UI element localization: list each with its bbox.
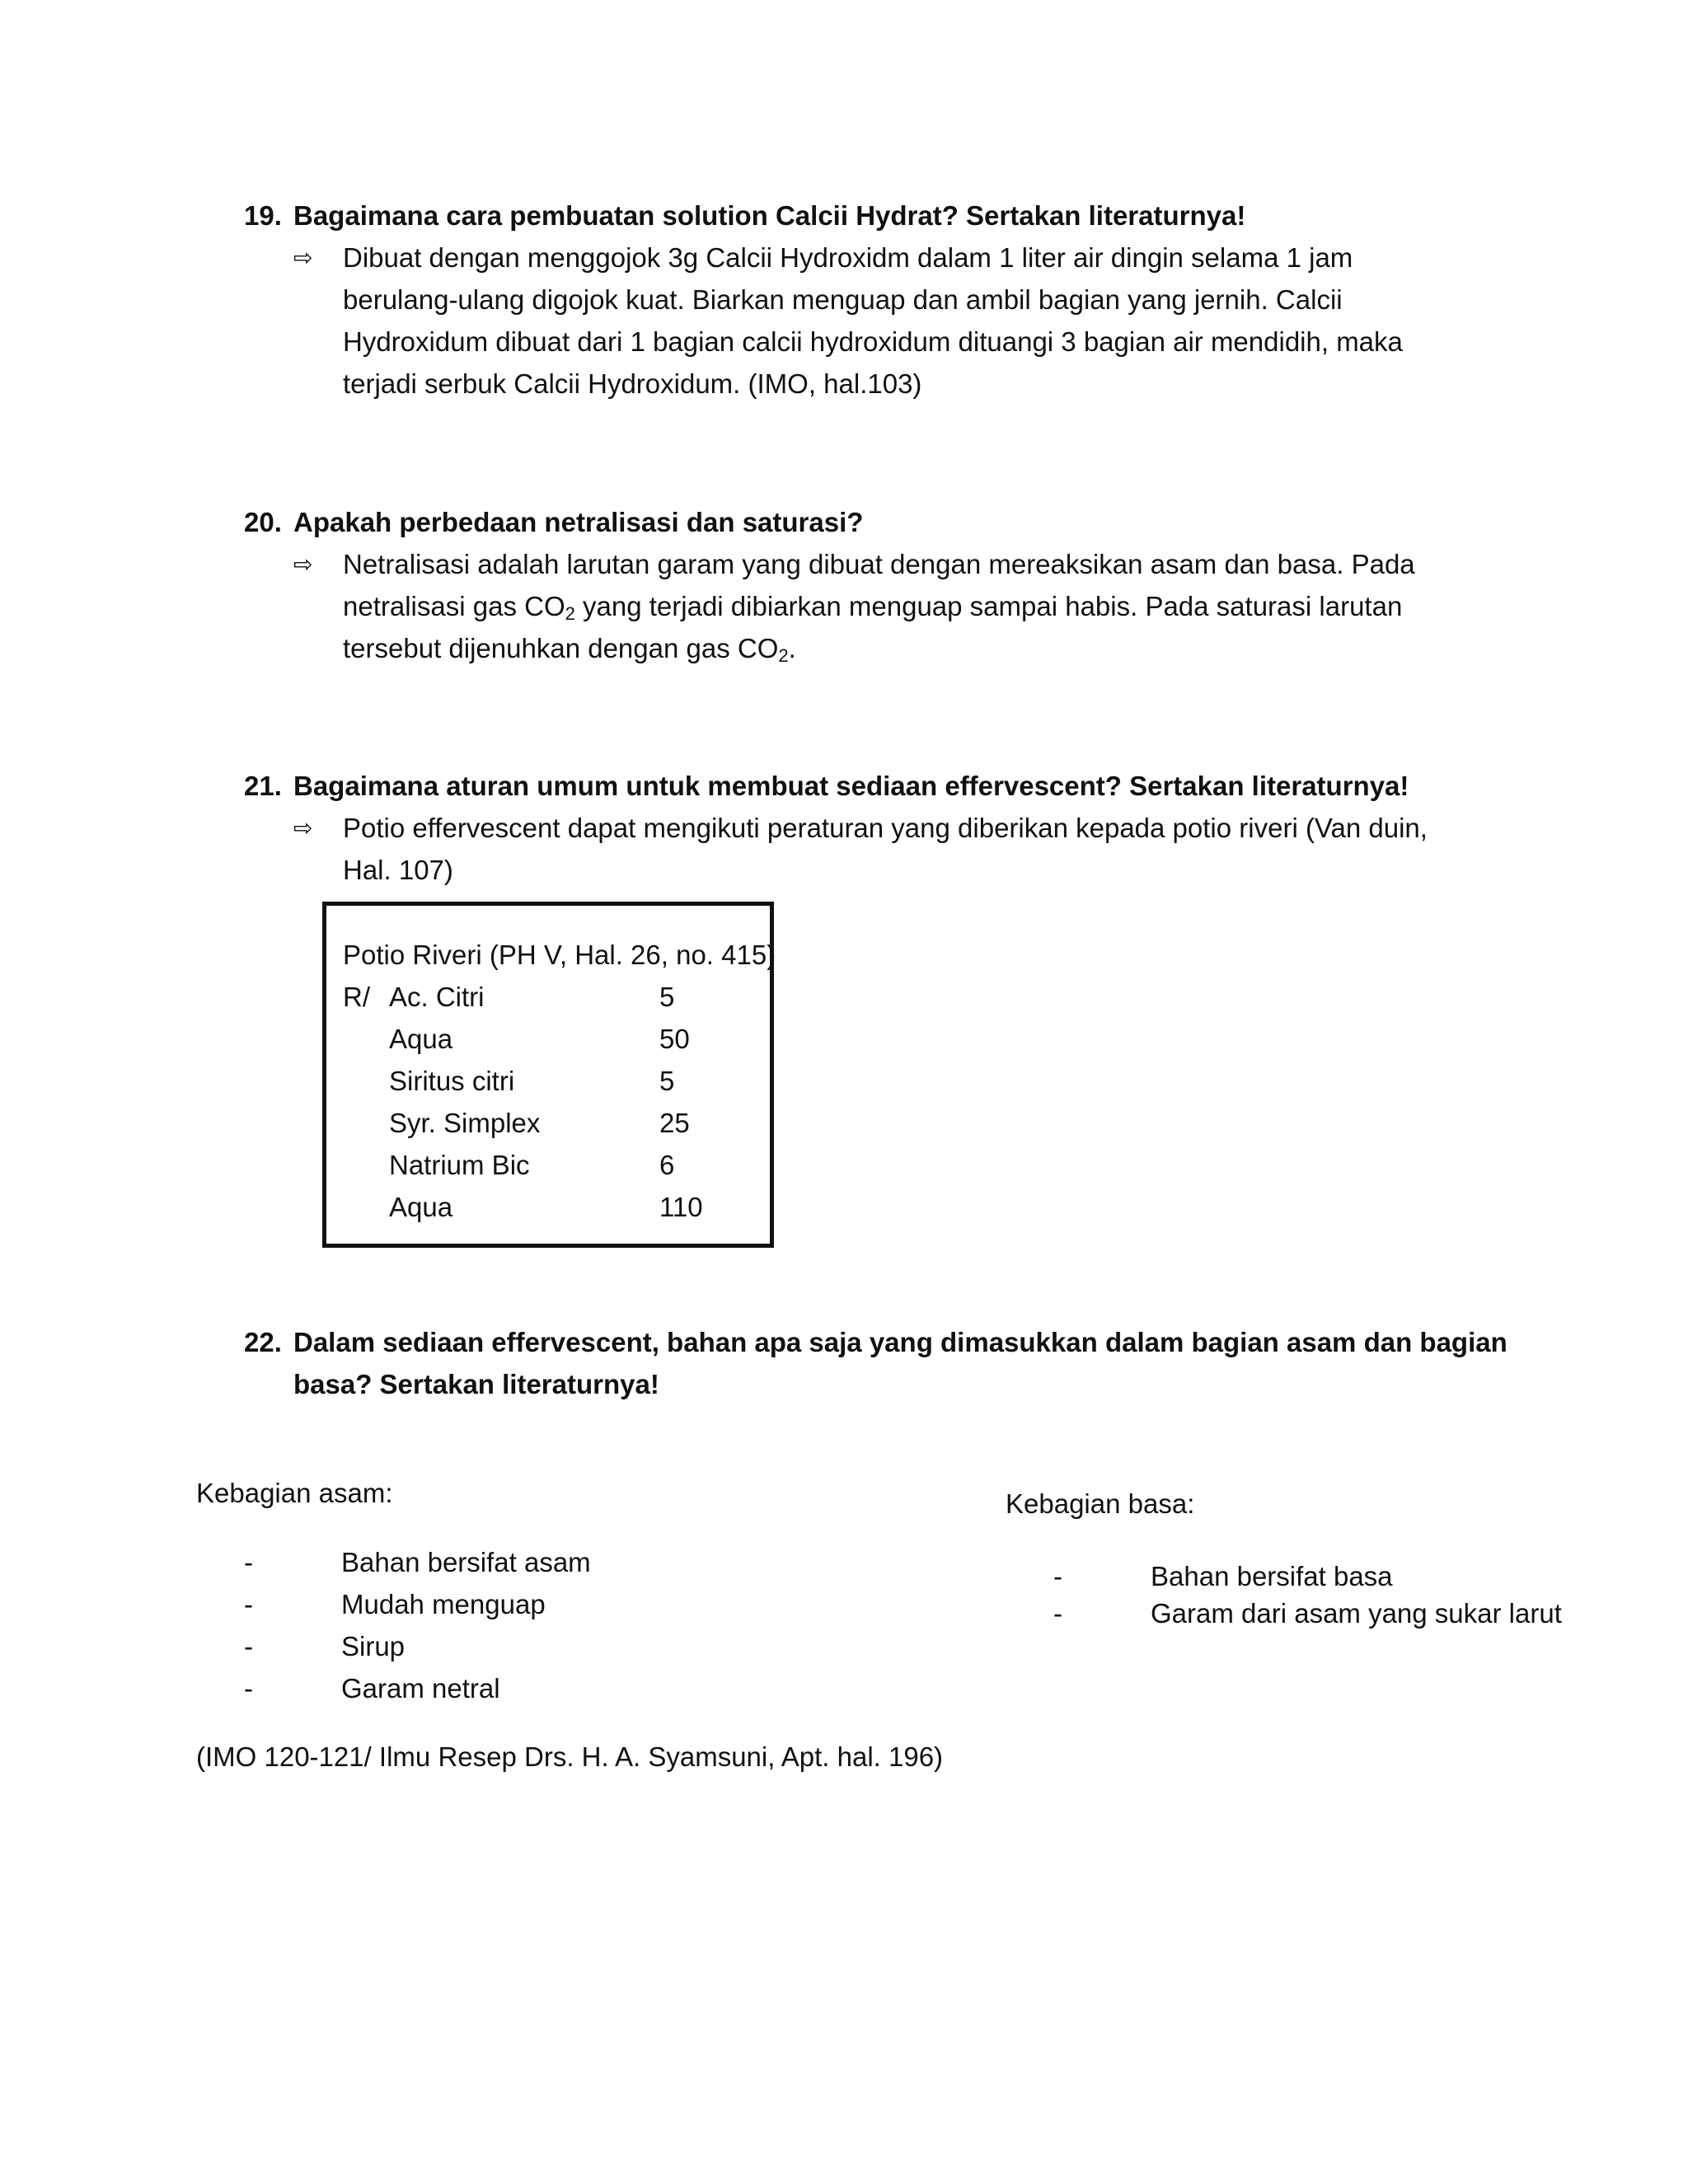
recipe-item-name: Ac. Citri bbox=[389, 982, 485, 1012]
arrow-right-icon: ⇨ bbox=[293, 551, 313, 577]
answer-line: Hal. 107) bbox=[343, 855, 453, 885]
dash-bullet: - bbox=[1053, 1598, 1062, 1629]
dash-bullet: - bbox=[244, 1631, 253, 1661]
recipe-item-name: Syr. Simplex bbox=[389, 1108, 541, 1138]
recipe-item bbox=[389, 1102, 742, 1144]
answer-20 bbox=[293, 543, 1530, 669]
recipe-item bbox=[389, 1186, 742, 1228]
list-item-text: Garam dari asam yang sukar larut bbox=[1151, 1598, 1562, 1629]
recipe-item-amount: 5 bbox=[659, 1066, 675, 1096]
arrow-right-icon: ⇨ bbox=[293, 815, 313, 841]
answer-19 bbox=[293, 237, 1530, 405]
question-19-title bbox=[244, 194, 1530, 237]
question-text: Bagaimana cara pembuatan solution Calcii Hydrat? Sertakan literaturnya! bbox=[293, 200, 1246, 231]
recipe-item-name: Aqua bbox=[389, 1024, 453, 1054]
recipe-item-name: Aqua bbox=[389, 1192, 453, 1222]
question-22-title bbox=[244, 1321, 1530, 1405]
recipe-item bbox=[389, 1144, 742, 1186]
recipe-box bbox=[322, 902, 774, 1248]
question-number: 19. bbox=[244, 200, 282, 231]
answer-line bbox=[343, 585, 1530, 627]
answer-line: Dibuat dengan menggojok 3g Calcii Hydroxidm dalam 1 liter air dingin selama 1 jam bbox=[343, 242, 1353, 273]
question-text: Bagaimana aturan umum untuk membuat sediaan effervescent? Sertakan literaturnya! bbox=[293, 771, 1409, 801]
recipe-item-amount: 6 bbox=[659, 1150, 675, 1180]
list-item-text: Bahan bersifat asam bbox=[341, 1547, 591, 1577]
question-number: 21. bbox=[244, 771, 282, 801]
recipe-item-amount: 50 bbox=[659, 1024, 690, 1054]
answer-21 bbox=[293, 807, 1530, 891]
question-21 bbox=[244, 765, 1530, 891]
question-text: basa? Sertakan literaturnya! bbox=[293, 1369, 659, 1399]
acid-section bbox=[196, 1472, 591, 1709]
list-item bbox=[196, 1667, 591, 1709]
recipe-item-amount: 5 bbox=[659, 982, 675, 1012]
question-text: Dalam sediaan effervescent, bahan apa saja yang dimasukkan dalam bagian asam dan bagian bbox=[293, 1327, 1507, 1357]
list-item bbox=[196, 1625, 591, 1667]
list-item-text: Sirup bbox=[341, 1631, 406, 1661]
question-text: Apakah perbedaan netralisasi dan saturasi? bbox=[293, 507, 864, 537]
answer-line: terjadi serbuk Calcii Hydroxidum. (IMO, hal.103) bbox=[343, 368, 922, 399]
answer-text: . bbox=[788, 633, 796, 663]
recipe-item-name: Siritus citri bbox=[389, 1066, 515, 1096]
arrow-right-icon: ⇨ bbox=[293, 245, 313, 270]
answer-text: netralisasi gas CO bbox=[343, 591, 565, 621]
subscript: 2 bbox=[565, 603, 575, 624]
answer-line: Netralisasi adalah larutan garam yang dibuat dengan mereaksikan asam dan basa. Pada bbox=[343, 549, 1415, 579]
question-22 bbox=[244, 1321, 1530, 1405]
dash-bullet: - bbox=[244, 1589, 253, 1619]
question-number: 20. bbox=[244, 507, 282, 537]
recipe-item bbox=[389, 1060, 742, 1102]
list-item-text: Bahan bersifat basa bbox=[1151, 1561, 1393, 1591]
recipe-item bbox=[389, 1018, 742, 1060]
dash-bullet: - bbox=[244, 1673, 253, 1704]
recipe-item-amount: 110 bbox=[659, 1192, 703, 1222]
answer-text: yang terjadi dibiarkan menguap sampai habis. Pada saturasi larutan bbox=[574, 591, 1403, 621]
dash-bullet: - bbox=[244, 1547, 253, 1577]
answer-line: Hydroxidum dibuat dari 1 bagian calcii hydroxidum dituangi 3 bagian air mendidih, maka bbox=[343, 326, 1403, 357]
recipe-item-amount: 25 bbox=[659, 1108, 690, 1138]
base-list bbox=[1006, 1558, 1562, 1632]
answer-text: tersebut dijenuhkan dengan gas CO bbox=[343, 633, 779, 663]
recipe-item-name: Natrium Bic bbox=[389, 1150, 530, 1180]
base-heading: Kebagian basa: bbox=[1006, 1488, 1195, 1519]
question-number: 22. bbox=[244, 1327, 282, 1357]
question-21-title bbox=[244, 765, 1530, 807]
recipe-item bbox=[389, 976, 742, 1018]
dash-bullet: - bbox=[1053, 1561, 1062, 1591]
list-item bbox=[196, 1583, 591, 1625]
reference-citation: (IMO 120-121/ Ilmu Resep Drs. H. A. Syamsuni, Apt. hal. 196) bbox=[196, 1741, 944, 1772]
recipe-title: Potio Riveri (PH V, Hal. 26, no. 415) bbox=[343, 940, 776, 970]
recipe-list bbox=[389, 976, 742, 1228]
answer-line bbox=[343, 627, 1530, 669]
question-19 bbox=[244, 194, 1530, 405]
list-item bbox=[196, 1541, 591, 1583]
list-item bbox=[1006, 1558, 1562, 1595]
subscript: 2 bbox=[778, 645, 789, 666]
recipe-rx-symbol: R/ bbox=[343, 982, 370, 1012]
acid-heading: Kebagian asam: bbox=[196, 1478, 393, 1508]
list-item bbox=[1006, 1595, 1562, 1632]
question-20-title bbox=[244, 501, 1530, 543]
list-item-text: Mudah menguap bbox=[341, 1589, 546, 1619]
question-20 bbox=[244, 501, 1530, 669]
acid-list bbox=[196, 1541, 591, 1709]
base-section bbox=[1006, 1483, 1562, 1632]
list-item-text: Garam netral bbox=[341, 1673, 500, 1704]
answer-line: Potio effervescent dapat mengikuti peraturan yang diberikan kepada potio riveri (Van duin, bbox=[343, 813, 1428, 843]
answer-line: berulang-ulang digojok kuat. Biarkan menguap dan ambil bagian yang jernih. Calcii bbox=[343, 284, 1343, 315]
